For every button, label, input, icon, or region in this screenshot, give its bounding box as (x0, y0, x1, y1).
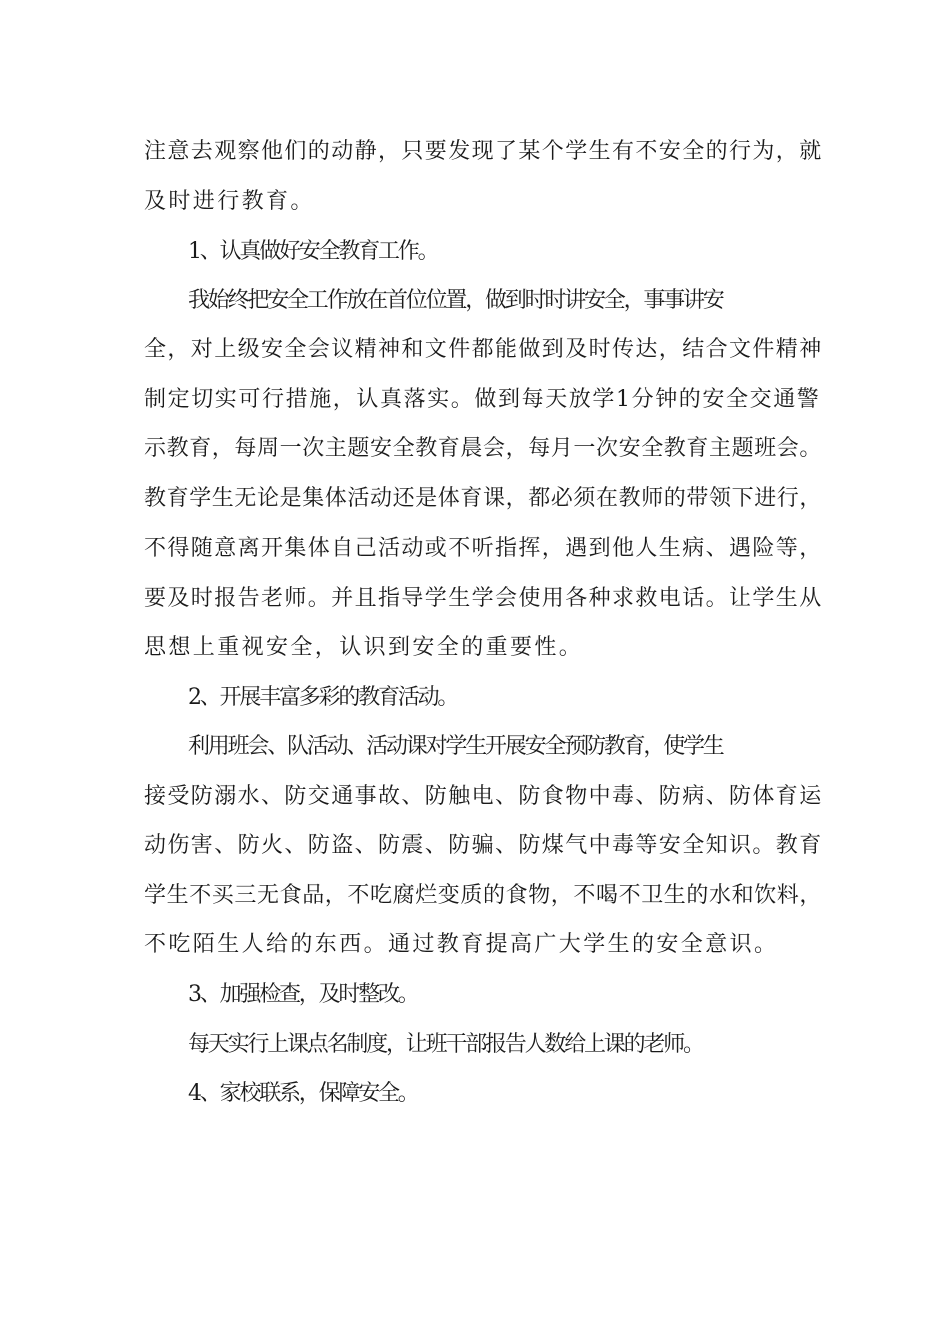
text-line: 及时进行教育。 (144, 189, 315, 214)
text-line: 思想上重视安全，认识到安全的重要性。 (144, 635, 584, 660)
text-line: 教育学生无论是集体活动还是体育课，都必须在教师的带领下进行， (144, 486, 823, 511)
text-line: 全，对上级安全会议精神和文件都能做到及时传达，结合文件精神 (144, 337, 823, 362)
text-line: 要及时报告老师。并且指导学生学会使用各种求救电话。让学生从 (144, 586, 823, 611)
text-line: 动伤害、防火、防盗、防震、防骗、防煤气中毒等安全知识。教育 (144, 833, 823, 858)
text-line: 制定切实可行措施，认真落实。做到每天放学1分钟的安全交通警 (144, 387, 821, 412)
section-heading: 1、认真做好安全教育工作。 (188, 239, 438, 264)
text-line: 学生不买三无食品，不吃腐烂变质的食物，不喝不卫生的水和饮料， (144, 883, 823, 908)
section-heading: 3、加强检查，及时整改。 (188, 982, 418, 1007)
text-line: 每天实行上课点名制度，让班干部报告人数给上课的老师。 (188, 1032, 703, 1057)
text-line: 我始终把安全工作放在首位位置，做到时时讲安全，事事讲安 (188, 288, 723, 313)
text-line: 注意去观察他们的动静，只要发现了某个学生有不安全的行为，就 (144, 139, 823, 164)
section-heading: 2、开展丰富多彩的教育活动。 (188, 685, 458, 710)
text-line: 利用班会、队活动、活动课对学生开展安全预防教育，使学生 (188, 734, 723, 759)
text-line: 接受防溺水、防交通事故、防触电、防食物中毒、防病、防体育运 (144, 784, 823, 809)
text-line: 示教育，每周一次主题安全教育晨会，每月一次安全教育主题班会。 (144, 436, 823, 461)
text-line: 不得随意离开集体自己活动或不听指挥，遇到他人生病、遇险等， (144, 536, 823, 561)
text-line: 不吃陌生人给的东西。通过教育提高广大学生的安全意识。 (144, 932, 779, 957)
section-heading: 4、家校联系，保障安全。 (188, 1081, 418, 1106)
